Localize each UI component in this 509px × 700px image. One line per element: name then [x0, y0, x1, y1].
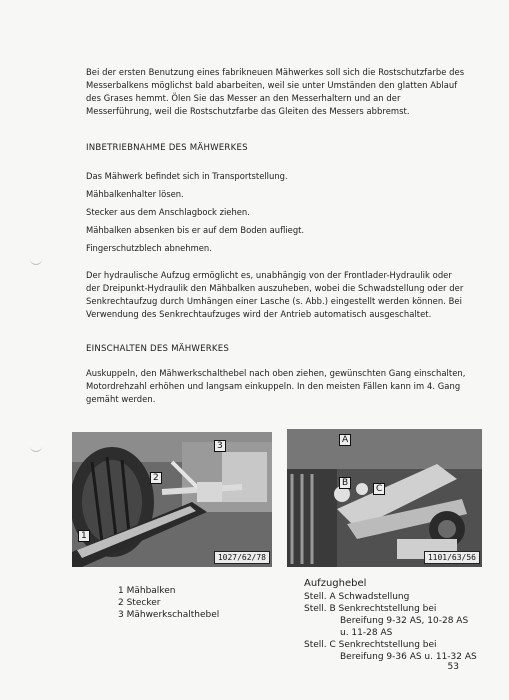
- legend-title: Aufzughebel: [304, 578, 367, 589]
- hydraulic-paragraph: Der hydraulische Aufzug ermöglicht es, unabhängig von der Frontlader-Hydraulik oder der Dreipunkt-Hydraulik den Mähbalken auszuheben, wobei die Schwadstellung oder der Senkrechtaufzug durch Umhängen einer Lasche (s. Abb.) eingestellt werden können. Bei Verwendung des Senkrechtaufzuges wird der Antrieb automatisch ausgeschaltet.: [86, 270, 464, 319]
- section-heading-inbetriebnahme: INBETRIEBNAHME DES MÄHWERKES: [86, 143, 248, 153]
- punch-hole-mark: [30, 445, 42, 452]
- photo-mower-bar: [72, 432, 272, 567]
- step-item: Stecker aus dem Anschlagbock ziehen.: [86, 207, 250, 217]
- legend-item: Stell. C Senkrechtstellung bei: [304, 640, 437, 650]
- legend-right: [304, 578, 477, 663]
- legend-item: 1 Mähbalken: [118, 586, 176, 596]
- legend-item: 2 Stecker: [118, 598, 161, 608]
- lever-photo-illustration: [287, 429, 482, 567]
- callout-2: 2: [150, 472, 162, 484]
- callout-b: B: [339, 477, 351, 489]
- legend-item: Stell. B Senkrechtstellung bei: [304, 604, 437, 614]
- callout-1: 1: [78, 530, 90, 542]
- photo-lift-lever: [287, 429, 482, 567]
- engage-paragraph: Auskuppeln, den Mähwerkschalthebel nach oben ziehen, gewünschten Gang einschalten, Motordrehzahl erhöhen und langsam einkuppeln. In den meisten Fällen kann im 4. Gang gemäht werden.: [86, 368, 466, 404]
- legend-item: u. 11-28 AS: [340, 628, 393, 638]
- legend-left: [118, 585, 219, 621]
- legend-item: Bereifung 9-32 AS, 10-28 AS: [340, 616, 469, 626]
- mower-photo-illustration: [72, 432, 272, 567]
- legend-item: Bereifung 9-36 AS u. 11-32 AS: [340, 652, 477, 662]
- legend-item: Stell. A Schwadstellung: [304, 592, 410, 602]
- photo-reference-number: 1101/63/56: [424, 551, 480, 564]
- intro-paragraph: Bei der ersten Benutzung eines fabrikneuen Mähwerkes soll sich die Rostschutzfarbe des Messerbalkens möglichst bald abarbeiten, weil sie unter Umständen den glatten Ablauf des Grases hemmt. Ölen Sie das Messer an den Messerhaltern und an der Messerführung, weil die Rostschutzfarbe das Gleiten des Messers abbremst.: [86, 67, 465, 116]
- section-heading-einschalten: EINSCHALTEN DES MÄHWERKES: [86, 344, 230, 354]
- step-item: Mähbalkenhalter lösen.: [86, 189, 184, 199]
- step-item: Mähbalken absenken bis er auf dem Boden aufliegt.: [86, 225, 305, 235]
- callout-3: 3: [214, 440, 226, 452]
- punch-hole-mark: [30, 258, 42, 265]
- photo-reference-number: 1027/62/78: [214, 551, 270, 564]
- step-item: Fingerschutzblech abnehmen.: [86, 243, 212, 253]
- callout-a: A: [339, 434, 351, 446]
- legend-item: 3 Mähwerkschalthebel: [118, 610, 220, 620]
- step-item: Das Mähwerk befindet sich in Transportstellung.: [86, 171, 288, 181]
- callout-c: C: [373, 483, 385, 495]
- page-number: 53: [447, 662, 459, 672]
